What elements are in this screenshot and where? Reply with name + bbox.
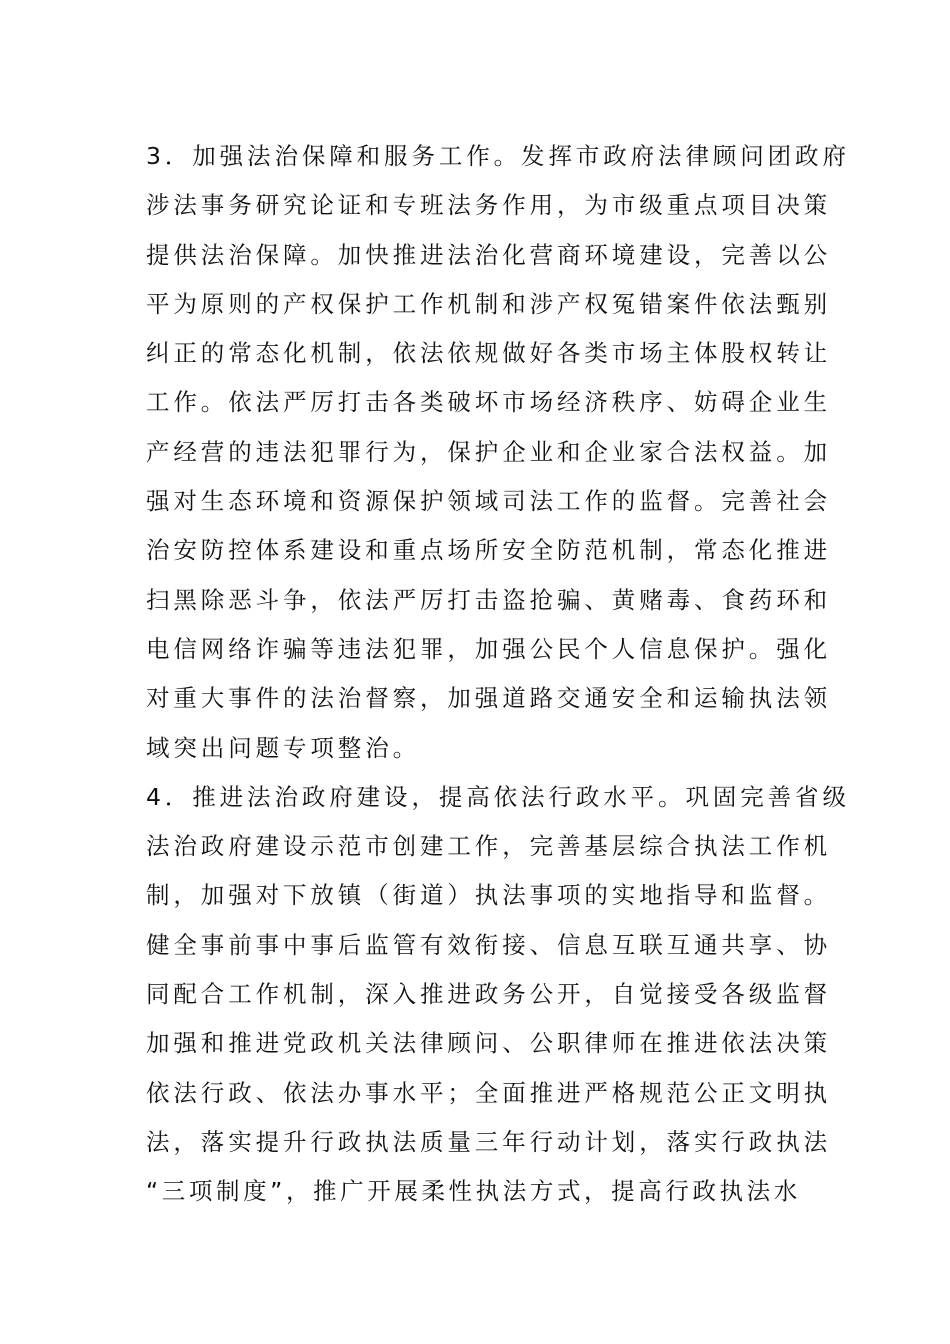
text-line: 提供法治保障。加快推进法治化营商环境建设，完善以公 (146, 240, 831, 269)
text-line: 扫黑除恶斗争，依法严厉打击盗抢骗、黄赌毒、食药环和 (146, 585, 831, 614)
text-line: 同配合工作机制，深入推进政务公开，自觉接受各级监督 (146, 980, 831, 1009)
text-line: 强对生态环境和资源保护领域司法工作的监督。完善社会 (146, 487, 831, 516)
text-line: 3．加强法治保障和服务工作。发挥市政府法律顾问团政府 (146, 142, 850, 170)
text-line: 法治政府建设示范市创建工作，完善基层综合执法工作机 (146, 832, 831, 861)
body-text (146, 132, 850, 1217)
text-line: 涉法事务研究论证和专班法务作用，为市级重点项目决策 (146, 191, 831, 220)
text-line: 产经营的违法犯罪行为，保护企业和企业家合法权益。加 (146, 437, 831, 466)
text-line: 4．推进法治政府建设，提高依法行政水平。巩固完善省级 (146, 782, 850, 811)
text-line: 电信网络诈骗等违法犯罪，加强公民个人信息保护。强化 (146, 634, 831, 663)
text-line: 域突出问题专项整治。 (146, 733, 420, 762)
text-line: 对重大事件的法治督察，加强道路交通安全和运输执法领 (146, 684, 831, 713)
text-line: 法，落实提升行政执法质量三年行动计划，落实行政执法 (146, 1127, 831, 1156)
text-line: 工作。依法严厉打击各类破坏市场经济秩序、妨碍企业生 (146, 388, 831, 417)
text-line: 治安防控体系建设和重点场所安全防范机制，常态化推进 (146, 536, 831, 565)
text-line: 依法行政、依法办事水平；全面推进严格规范公正文明执 (146, 1078, 831, 1107)
text-line: “三项制度”，推广开展柔性执法方式，提高行政执法水 (146, 1177, 801, 1206)
text-line: 加强和推进党政机关法律顾问、公职律师在推进依法决策 (146, 1029, 831, 1058)
text-line: 平为原则的产权保护工作机制和涉产权冤错案件依法甄别 (146, 289, 831, 318)
text-line: 制，加强对下放镇（街道）执法事项的实地指导和监督。 (146, 881, 831, 910)
text-line: 健全事前事中事后监管有效衔接、信息互联互通共享、协 (146, 930, 831, 959)
text-line: 纠正的常态化机制，依法依规做好各类市场主体股权转让 (146, 339, 831, 368)
